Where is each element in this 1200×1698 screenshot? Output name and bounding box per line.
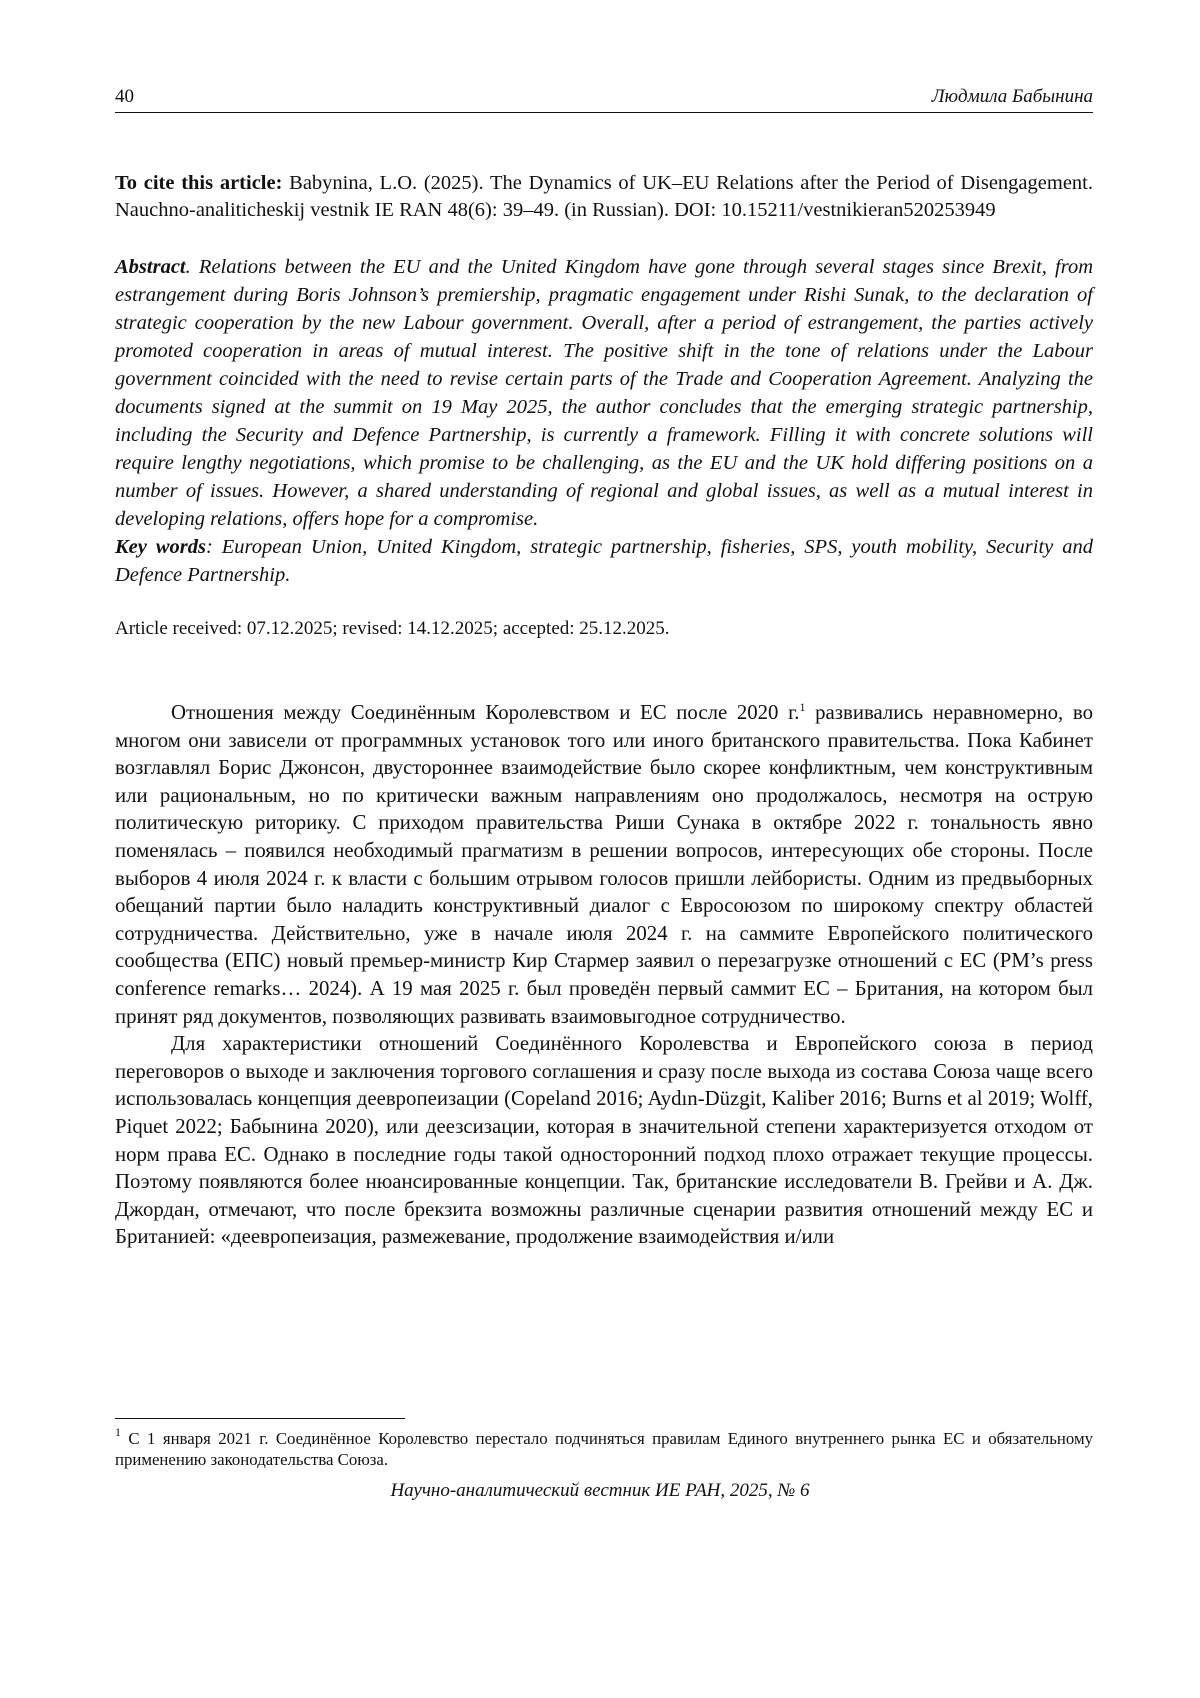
running-head-author: Людмила Бабынина <box>931 86 1093 107</box>
footnote-divider <box>115 1418 405 1419</box>
keywords <box>115 533 1093 589</box>
footnote-number: 1 <box>115 1425 121 1439</box>
running-head <box>115 86 1093 113</box>
footnote-reference[interactable]: 1 <box>799 700 806 714</box>
abstract-text: . Relations between the EU and the United Kingdom have gone through several stages since Brexit, from estrangement during Boris Johnson’s premiership, pragmatic engagement under Rishi Sunak, to the declaration of strategic cooperation by the new Labour government. Overall, after a period of estrangement, the parties actively promoted cooperation in areas of mutual interest. The positive shift in the tone of relations under the Labour government coincided with the need to revise certain parts of the Trade and Cooperation Agreement. Analyzing the documents signed at the summit on 19 May 2025, the author concludes that the emerging strategic partnership, including the Security and Defence Partnership, is currently a framework. Filling it with concrete solutions will require lengthy negotiations, which promise to be challenging, as the EU and the UK hold differing positions on a number of issues. However, a shared understanding of regional and global issues, as well as a mutual interest in developing relations, offers hope for a compromise. <box>115 256 1093 530</box>
citation-text: Babynina, L.O. (2025). The Dynamics of UK–EU Relations after the Period of Disengagement. Nauchno-analiticheskij vestnik IE RAN 48(6): 39–49. (in Russian). DOI: 10.15211/vestnikieran520253949 <box>115 172 1093 221</box>
article-content <box>115 170 1093 1251</box>
keywords-label: Key words <box>115 536 206 558</box>
body-paragraph-1-rest: развивались неравномерно, во многом они зависели от программных установок того или иного британского правительства. Пока Кабинет возглавлял Борис Джонсон, двустороннее взаимодействие было скорее конфликтным, чем конструктивным или рациональным, но по критически важным направлениям оно продолжалось, несмотря на острую политическую риторику. С приходом правительства Риши Сунака в октябре 2022 г. тональность явно поменялась – появился необходимый прагматизм в решении вопросов, интересующих обе стороны. После выборов 4 июля 2024 г. к власти с большим отрывом голосов пришли лейбористы. Одним из предвыборных обещаний партии было наладить конструктивный диалог с Евросоюзом по широкому спектру областей сотрудничества. Действительно, уже в начале июля 2024 г. на саммите Европейского политического сообщества (ЕПС) новый премьер-министр Кир Стармер заявил о перезагрузке отношений с ЕС (PM’s press conference remarks… 2024). А 19 мая 2025 г. был проведён первый саммит ЕС – Британия, на котором был принят ряд документов, позволяющих развивать взаимовыгодное сотрудничество. <box>115 701 1094 1028</box>
body-paragraph-1-start: Отношения между Соединённым Королевством и ЕС после 2020 г. <box>171 701 800 724</box>
body-paragraph-1 <box>115 699 1093 1030</box>
abstract-label: Abstract <box>115 256 186 278</box>
citation-label: To cite this article: <box>115 172 283 194</box>
footnote <box>115 1425 1093 1470</box>
keywords-text: : European Union, United Kingdom, strategic partnership, fisheries, SPS, youth mobility, Security and Defence Partnership. <box>115 536 1093 586</box>
citation <box>115 170 1093 224</box>
body-paragraph-2: Для характеристики отношений Соединённого Королевства и Европейского союза в период переговоров о выходе и заключения торгового соглашения и сразу после выхода из состава Союза чаще всего использовалась концепция деевропеизации (Copeland 2016; Aydın-Düzgit, Kaliber 2016; Burns et al 2019; Wolff, Piquet 2022; Бабынина 2020), или деезсизации, которая в значительной степени характеризуется отходом от норм права ЕС. Однако в последние годы такой односторонний подход плохо отражает текущие процессы. Поэтому появляются более нюансированные концепции. Так, британские исследователи В. Грейви и А. Дж. Джордан, отмечают, что после брекзита возможны различные сценарии развития отношений между ЕС и Британией: «деевропеизация, размежевание, продолжение взаимодействия и/или <box>115 1032 1093 1249</box>
journal-footer: Научно-аналитический вестник ИЕ РАН, 2025, № 6 <box>390 1480 810 1501</box>
abstract <box>115 253 1093 533</box>
article-body <box>115 699 1093 1251</box>
article-dates: Article received: 07.12.2025; revised: 14.12.2025; accepted: 25.12.2025. <box>115 618 670 639</box>
page-number: 40 <box>115 86 134 107</box>
footnote-text: С 1 января 2021 г. Соединённое Королевство перестало подчиняться правилам Единого внутреннего рынка ЕС и обязательному применению законодательства Союза. <box>115 1429 1093 1469</box>
